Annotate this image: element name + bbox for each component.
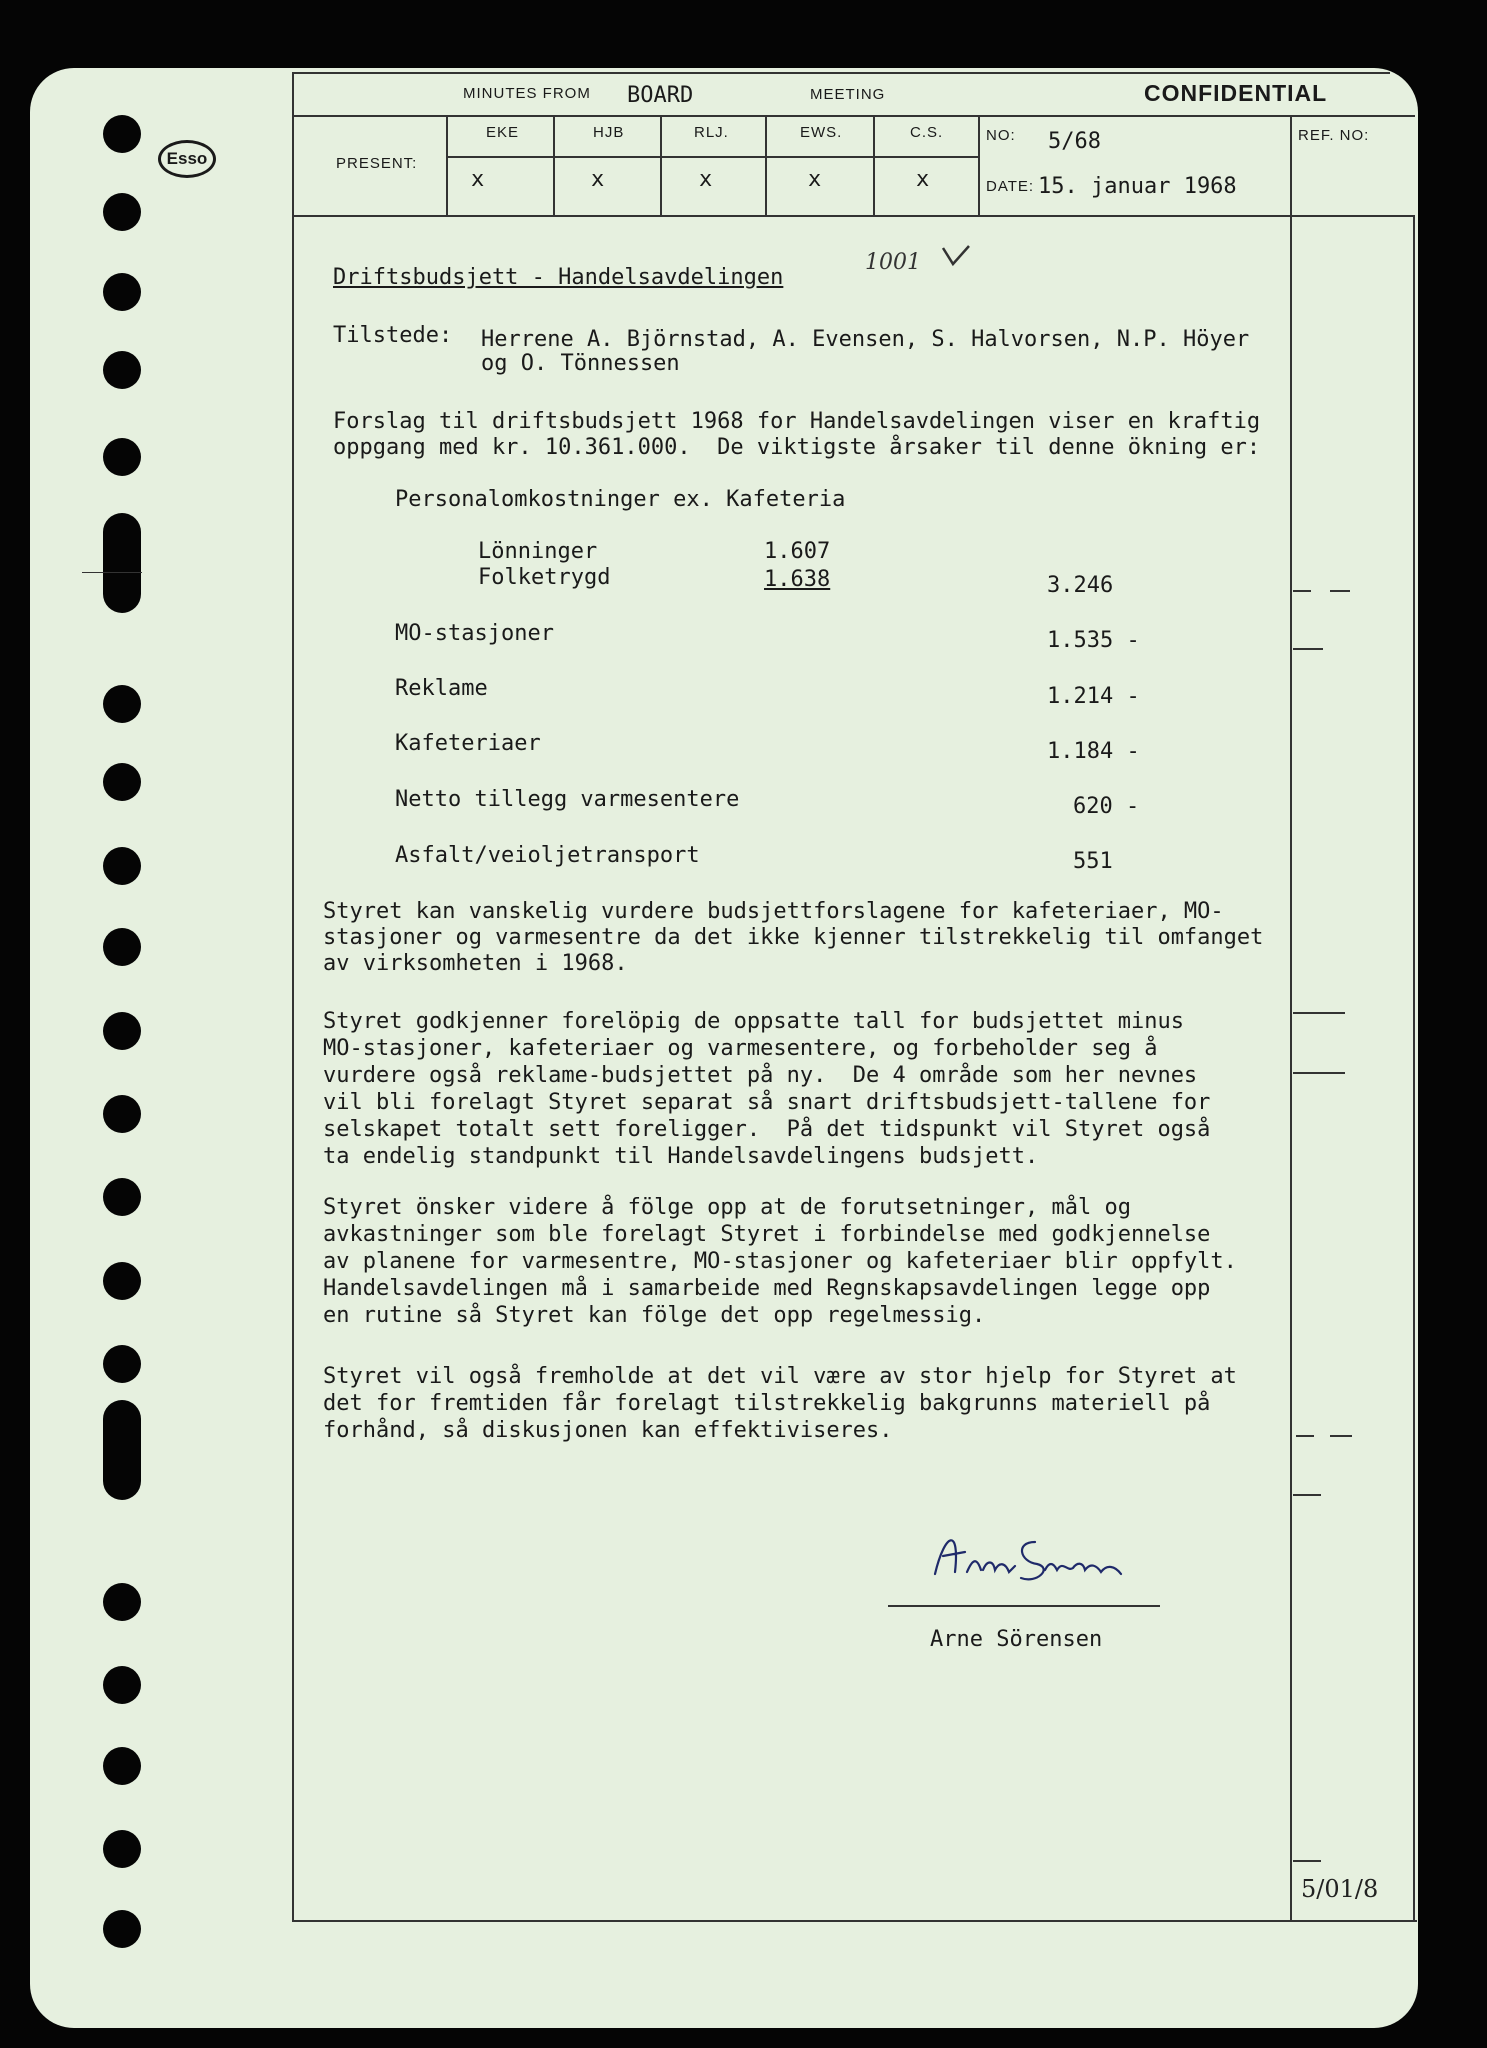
- budget-item-value: 1.184 -: [1047, 739, 1140, 764]
- budget-item-value: 1.535 -: [1047, 628, 1140, 653]
- binder-hole: [103, 1095, 141, 1133]
- budget-sub-label: Lönninger: [478, 539, 598, 564]
- personal-heading: Personalomkostninger ex. Kafeteria: [395, 487, 846, 512]
- no-label: NO:: [986, 127, 1016, 144]
- handwritten-file-note: 1001: [865, 250, 921, 275]
- tilstede-label: Tilstede:: [333, 323, 453, 348]
- binder-slot: [103, 513, 141, 613]
- signatory-name: Arne Sörensen: [930, 1627, 1103, 1652]
- form-header-rule: [292, 115, 1415, 117]
- paragraph-line: vil bli forelagt Styret separat så snart driftsbudsjett-tallene for: [323, 1090, 1211, 1115]
- binder-hole: [103, 1747, 141, 1785]
- paragraph-line: en rutine så Styret kan fölge det opp regelmessig.: [323, 1303, 986, 1328]
- paragraph-line: forhånd, så diskusjonen kan effektiviseres.: [323, 1418, 893, 1443]
- binder-hole: [103, 847, 141, 885]
- col-divider: [873, 115, 875, 215]
- binder-slot: [103, 1400, 141, 1500]
- attendee-mark: x: [699, 167, 713, 192]
- present-label: PRESENT:: [336, 155, 418, 172]
- margin-tick: [1296, 1435, 1314, 1437]
- col-divider: [978, 115, 980, 215]
- paragraph-line: ta endelig standpunkt til Handelsavdelingens budsjett.: [323, 1144, 1039, 1169]
- intro-line: Forslag til driftsbudsjett 1968 for Handelsavdelingen viser en kraftig: [333, 409, 1261, 434]
- binder-hole: [103, 351, 141, 389]
- binder-hole: [103, 1262, 141, 1300]
- margin-tick: [1330, 1435, 1352, 1437]
- paragraph-line: Styret vil også fremholde at det vil være av stor hjelp for Styret at: [323, 1364, 1237, 1389]
- budget-item-value: 551: [1073, 849, 1113, 874]
- paragraph-line: selskapet totalt sett foreligger. På det tidspunkt vil Styret også: [323, 1117, 1211, 1142]
- binder-hole: [103, 928, 141, 966]
- col-divider: [553, 115, 555, 215]
- paragraph-line: vurdere også reklame-budsjettet på ny. De 4 område som her nevnes: [323, 1063, 1198, 1088]
- attendee-initials: EKE: [486, 124, 520, 141]
- binder-hole: [103, 193, 141, 231]
- ref-no-label: REF. NO:: [1298, 127, 1370, 144]
- confidential-stamp: CONFIDENTIAL: [1144, 80, 1328, 106]
- intro-line: oppgang med kr. 10.361.000. De viktigste årsaker til denne ökning er:: [333, 435, 1261, 460]
- binder-hole: [103, 1830, 141, 1868]
- date-value: 15. januar 1968: [1038, 174, 1237, 199]
- binder-hole: [103, 115, 141, 153]
- budget-item-value: 620 -: [1073, 794, 1140, 819]
- attendee-initials: C.S.: [910, 124, 944, 141]
- binder-hole: [103, 763, 141, 801]
- margin-tick: [1293, 1072, 1345, 1074]
- binder-hole: [103, 685, 141, 723]
- date-label: DATE:: [986, 178, 1035, 195]
- attendee-initials: EWS.: [800, 124, 843, 141]
- col-divider: [765, 115, 767, 215]
- paragraph-line: stasjoner og varmesentre da det ikke kjenner tilstrekkelig til omfanget: [323, 925, 1264, 950]
- attendee-mark: x: [916, 167, 930, 192]
- attendee-divider: [446, 156, 978, 158]
- form-top-rule: [292, 72, 1390, 74]
- tilstede-line: og O. Tönnessen: [481, 351, 680, 376]
- meeting-label: MEETING: [810, 86, 886, 103]
- binder-hole: [103, 1345, 141, 1383]
- paragraph-line: Styret kan vanskelig vurdere budsjettforslagene for kafeteriaer, MO-: [323, 899, 1224, 924]
- binder-hole: [103, 438, 141, 476]
- binder-hole: [103, 1666, 141, 1704]
- paragraph-line: avkastninger som ble forelagt Styret i forbindelse med godkjennelse: [323, 1222, 1211, 1247]
- check-mark-icon: [940, 244, 972, 268]
- attendee-initials: HJB: [593, 124, 625, 141]
- col-divider: [660, 115, 662, 215]
- attendee-mark: x: [808, 167, 822, 192]
- paragraph-line: Handelsavdelingen må i samarbeide med Regnskapsavdelingen legge opp: [323, 1276, 1211, 1301]
- binder-hole: [103, 1910, 141, 1948]
- budget-item-label: Netto tillegg varmesentere: [395, 787, 740, 812]
- handwritten-signature: [925, 1522, 1135, 1592]
- form-header-bottom-rule: [292, 215, 1415, 217]
- pencil-mark: [82, 572, 142, 573]
- paragraph-line: Styret önsker videre å fölge opp at de forutsetninger, mål og: [323, 1195, 1131, 1220]
- budget-total: 3.246: [1047, 573, 1114, 598]
- attendee-mark: x: [591, 167, 605, 192]
- binder-hole: [103, 1012, 141, 1050]
- footer-reference: 5/01/8: [1301, 1875, 1379, 1903]
- binder-hole: [103, 1178, 141, 1216]
- paragraph-line: av virksomheten i 1968.: [323, 951, 628, 976]
- ref-column-divider: [1290, 115, 1292, 1920]
- budget-item-label: Reklame: [395, 676, 488, 701]
- budget-item-label: Asfalt/veioljetransport: [395, 843, 700, 868]
- margin-tick: [1293, 1494, 1321, 1496]
- col-divider: [446, 115, 448, 215]
- document-title: Driftsbudsjett - Handelsavdelingen: [333, 265, 784, 290]
- minutes-from-label: MINUTES FROM: [463, 85, 591, 102]
- budget-item-value: 1.214 -: [1047, 684, 1140, 709]
- paragraph-line: det for fremtiden får forelagt tilstrekkelig bakgrunns materiell på: [323, 1391, 1211, 1416]
- binder-hole: [103, 273, 141, 311]
- margin-tick: [1293, 1860, 1321, 1862]
- margin-tick: [1293, 590, 1311, 592]
- right-margin-rule: [1413, 215, 1415, 1920]
- no-value: 5/68: [1048, 129, 1101, 154]
- budget-sub-label: Folketrygd: [478, 565, 611, 590]
- signature-line: [888, 1605, 1160, 1607]
- budget-item-label: Kafeteriaer: [395, 731, 541, 756]
- budget-sub-value: 1.638: [764, 567, 831, 592]
- margin-tick: [1293, 648, 1323, 650]
- margin-tick: [1330, 590, 1350, 592]
- tilstede-line: Herrene A. Björnstad, A. Evensen, S. Halvorsen, N.P. Höyer: [481, 327, 1250, 352]
- esso-logo: Esso: [158, 140, 216, 178]
- attendee-mark: x: [471, 167, 485, 192]
- margin-tick: [1293, 1012, 1345, 1014]
- budget-item-label: MO-stasjoner: [395, 621, 554, 646]
- minutes-from-value: BOARD: [627, 83, 694, 108]
- paragraph-line: MO-stasjoner, kafeteriaer og varmesentere, og forbeholder seg å: [323, 1036, 1158, 1061]
- paragraph-line: Styret godkjenner forelöpig de oppsatte tall for budsjettet minus: [323, 1009, 1184, 1034]
- binder-hole: [103, 1583, 141, 1621]
- attendee-initials: RLJ.: [694, 124, 729, 141]
- paragraph-line: av planene for varmesentre, MO-stasjoner og kafeteriaer blir oppfylt.: [323, 1249, 1237, 1274]
- budget-sub-value: 1.607: [764, 539, 831, 564]
